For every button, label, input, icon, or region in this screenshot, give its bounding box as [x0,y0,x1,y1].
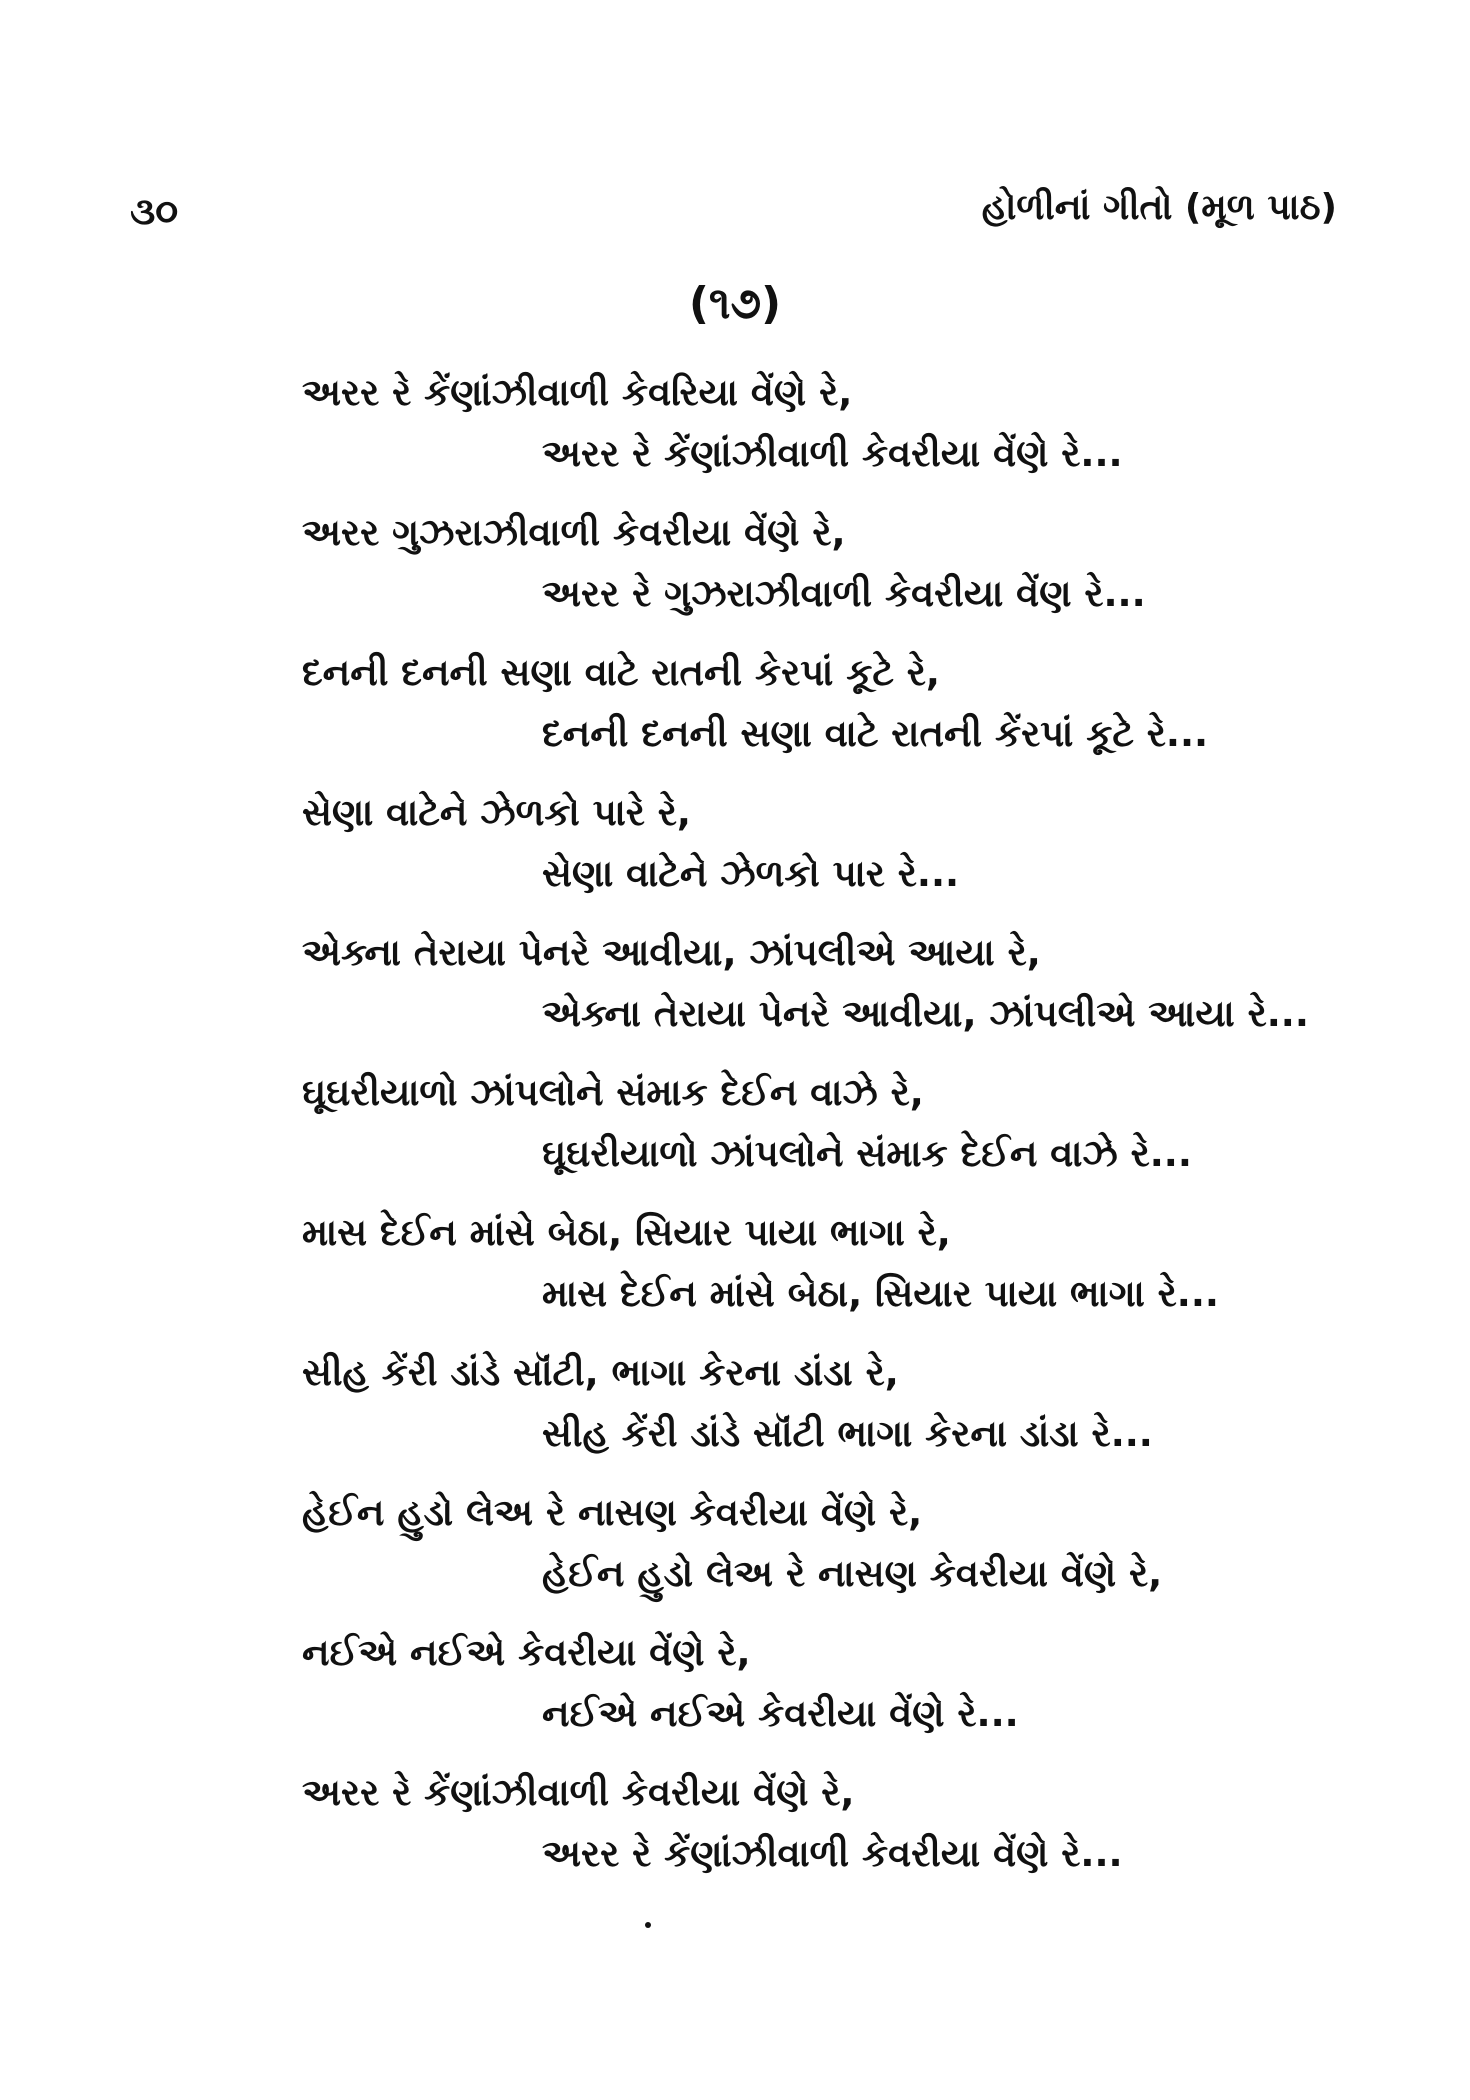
stanza-first-line: માસ દેઈન માંસે બેઠા, સિયાર પાયા ભાગા રે, [302,1211,951,1254]
stanza-first-line: અરર રે કેંણાંઝીવાળી કેવરિયા વેંણે રે, [302,371,853,414]
running-header-title: હોળીનાં ગીતો (મૂળ પાઠ) [981,187,1337,228]
end-mark-dot [645,1922,651,1928]
stanza-repeat-line: અરર રે કેંણાંઝીવાળી કેવરીયા વેંણે રે... [542,432,1123,475]
stanza-first-line: નઈએ નઈએ કેવરીયા વેંણે રે, [302,1631,751,1674]
stanza-first-line: અરર ગુઝરાઝીવાળી કેવરીયા વેંણે રે, [302,511,846,554]
stanza-first-line: ઘૂઘરીયાળો ઝાંપલોને સંમાક દેઈન વાઝે રે, [302,1071,924,1114]
stanza-7 [0,1212,1470,1352]
song-number: (૧૭) [688,278,782,329]
stanza-first-line: સેણા વાટેને ઝેળકો પારે રે, [302,791,691,834]
stanza-repeat-line: સીહ કેંરી ડાંડે સૉંટી ભાગા કેરના ડાંડા રે... [542,1412,1153,1455]
stanza-repeat-line: એક્ના તેરાયા પેનરે આવીયા, ઝાંપલીએ આયા રે... [542,992,1309,1035]
stanza-9 [0,1492,1470,1632]
stanza-first-line: અરર રે કેંણાંઝીવાળી કેવરીયા વેંણે રે, [302,1771,855,1814]
stanza-repeat-line: નઈએ નઈએ કેવરીયા વેંણે રે... [542,1692,1019,1735]
stanza-5 [0,932,1470,1072]
stanza-repeat-line: માસ દેઈન માંસે બેઠા, સિયાર પાયા ભાગા રે... [542,1272,1219,1315]
stanza-3 [0,652,1470,792]
stanza-first-line: એક્ના તેરાયા પેનરે આવીયા, ઝાંપલીએ આયા રે, [302,931,1041,974]
stanza-repeat-line: અરર રે કેંણાંઝીવાળી કેવરીયા વેંણે રે... [542,1832,1123,1875]
stanza-first-line: હેઈન હુડો લેઅ રે નાસણ કેવરીયા વેંણે રે, [302,1491,923,1534]
stanza-6 [0,1072,1470,1212]
stanza-repeat-line: ઘૂઘરીયાળો ઝાંપલોને સંમાક દેઈન વાઝે રે... [542,1132,1192,1175]
stanza-repeat-line: અરર રે ગુઝરાઝીવાળી કેવરીયા વેંણ રે... [542,572,1146,615]
stanza-2 [0,512,1470,652]
stanza-first-line: સીહ કેંરી ડાંડે સૉંટી, ભાગા કેરના ડાંડા રે, [302,1351,899,1394]
song-lyrics [0,372,1470,1912]
page-number: ૩૦ [130,189,179,233]
stanza-repeat-line: હેઈન હુડો લેઅ રે નાસણ કેવરીયા વેંણે રે, [542,1552,1163,1595]
stanza-repeat-line: સેણા વાટેને ઝેળકો પાર રે... [542,852,960,895]
stanza-4 [0,792,1470,932]
stanza-first-line: દનની દનની સણા વાટે રાતની કેરપાં કૂટે રે, [302,651,940,694]
stanza-1 [0,372,1470,512]
stanza-8 [0,1352,1470,1492]
stanza-11 [0,1772,1470,1912]
stanza-repeat-line: દનની દનની સણા વાટે રાતની કેંરપાં કૂટે રે... [542,712,1209,755]
stanza-10 [0,1632,1470,1772]
